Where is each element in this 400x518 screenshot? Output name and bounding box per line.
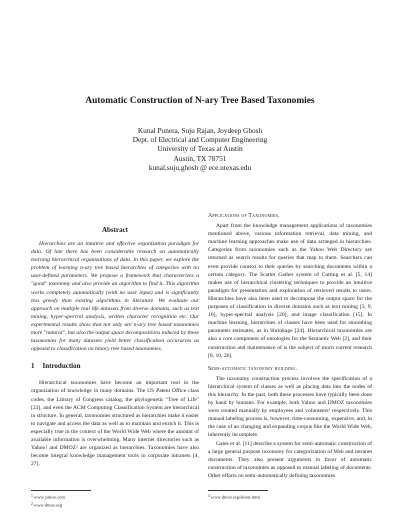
footnote: $^1$www.yahoo.com (31, 494, 65, 500)
semi-automatic-text-continued: Gates et al. [11] describe a system for semi-automatic construction of a large general purpose taxonomy for categorization of Web and intranet documents. They also present arguments in favor of automatic construction of taxonomies as opposed to manual labeling of documents. Other efforts on semi-automatically defining taxonomies (208, 440, 372, 479)
author-email: kunal,suju,ghosh @ ece.utexas.edu (148, 162, 252, 172)
abstract-text: Hierarchies are an intuitive and effective organization paradigm for data. Of late there has been considerable research on automatically learning hierarchical organizations of data. In this paper, we explore the problem of learning n-ary tree based hierarchies of categories with no user-defined parameters. We propose a framework that characterizes a "good" taxonomy and also provide an algorithm to find it. This algorithm works completely automatically (with no user input) and is significantly less greedy than existing algorithms in literature. We evaluate our approach on multiple real life datasets from diverse domains, such as text mining, hyper-spectral analysis, written character recognition etc. Our experimental results show that not only are n-ary tree based taxonomies more "natural", but also the output space decompositions induced by these taxonomies for many datasets yield better classification accuracies as opposed to classification on binary tree based taxonomies. (31, 241, 199, 353)
footnote-rule (31, 490, 91, 491)
paper-title: Automatic Construction of N-ary Tree Based Taxonomies (85, 96, 315, 106)
section-title: Introduction (42, 362, 81, 371)
footnotes-left (31, 486, 199, 508)
author-block (0, 126, 400, 172)
left-column (31, 240, 199, 468)
section-heading-introduction (31, 362, 199, 371)
semi-automatic-text: The taxonomy construction process involves the specification of a hierarchical system of classes as well as placing data into the nodes of this hierarchy. In the past, both these processes have typically been done by hand by humans. For example, both Yahoo and DMOZ taxonomies were created manually by employees and volunteers³ respectively. This manual labeling process is, however, time-consuming, expensive, and, in the case of an changing and expanding corpus like the World Wide Web, inherently incomplete. (208, 375, 372, 439)
section-number: 1 (31, 362, 35, 371)
right-column (208, 212, 372, 480)
abstract-heading: Abstract (101, 226, 129, 234)
subheading-semi-automatic: Semi-automatic taxonomy building. (208, 365, 298, 372)
author-university: University of Texas at Austin (157, 144, 243, 154)
author-names: Kunal Punera, Suju Rajan, Joydeep Ghosh (137, 126, 263, 135)
author-department: Dept. of Electrical and Computer Engineering (132, 135, 268, 145)
author-city: Austin, TX 78751 (173, 153, 227, 163)
footnote-rule (208, 490, 268, 491)
footnotes-right (208, 486, 372, 501)
footnote: $^2$www.dmoz.org (31, 501, 63, 508)
introduction-text: Hierarchical taxonomies have become an important tool in the organization of knowledge in many domains. The US Patent Office class codes, the Library of Congress catalog, the phylogenetic "Tree of Life" [23], and even the ACM Computing Classification System are hierarchical in structure. In general, taxonomies structured as hierarchies make it easier to navigate and access the data as well as to maintain and enrich it. This is especially true in the context of the World Wide Web where the amount of available information is overwhelming. Many internet directories such as Yahoo! and DMOZ² are organized as hierarchies. Taxonomies have also become integral knowledge management tools in corporate intranets [4, 27]. (31, 380, 199, 468)
subheading-applications: Applications of Taxonomies. (208, 213, 280, 219)
applications-text: Apart from the knowledge management applications of taxonomies mentioned above, various information retrieval, data mining, and machine learning approaches make use of data arranged in hierarchies. Categories from taxonomies such as the Yahoo Web Directory are returned as search results for queries that map to them. Searchers can even provide context to their queries by searching documents within a certain category. The Scatter Gather system of Cutting et al. [5, 14] makes use of hierarchical clustering techniques to provide an intuitive paradigm for presentation and exploration of retrieved results to users. Hierarchies have also been used to decompose the output space for the purposes of classification in diverse domains such as text mining [3, 9, 16], hyper-spectral analysis [20], and image classification [15]. In machine learning, hierarchies of classes have been used for smoothing parameter estimates, as in Shrinkage [24]. Hierarchical taxonomies are also a core component of ontologies for the Semantic Web [2], and their construction and maintenance of is the subject of much current research [8, 10, 26]. (208, 223, 372, 359)
footnote: $^3$www.dmoz.org/about.html (208, 494, 261, 500)
